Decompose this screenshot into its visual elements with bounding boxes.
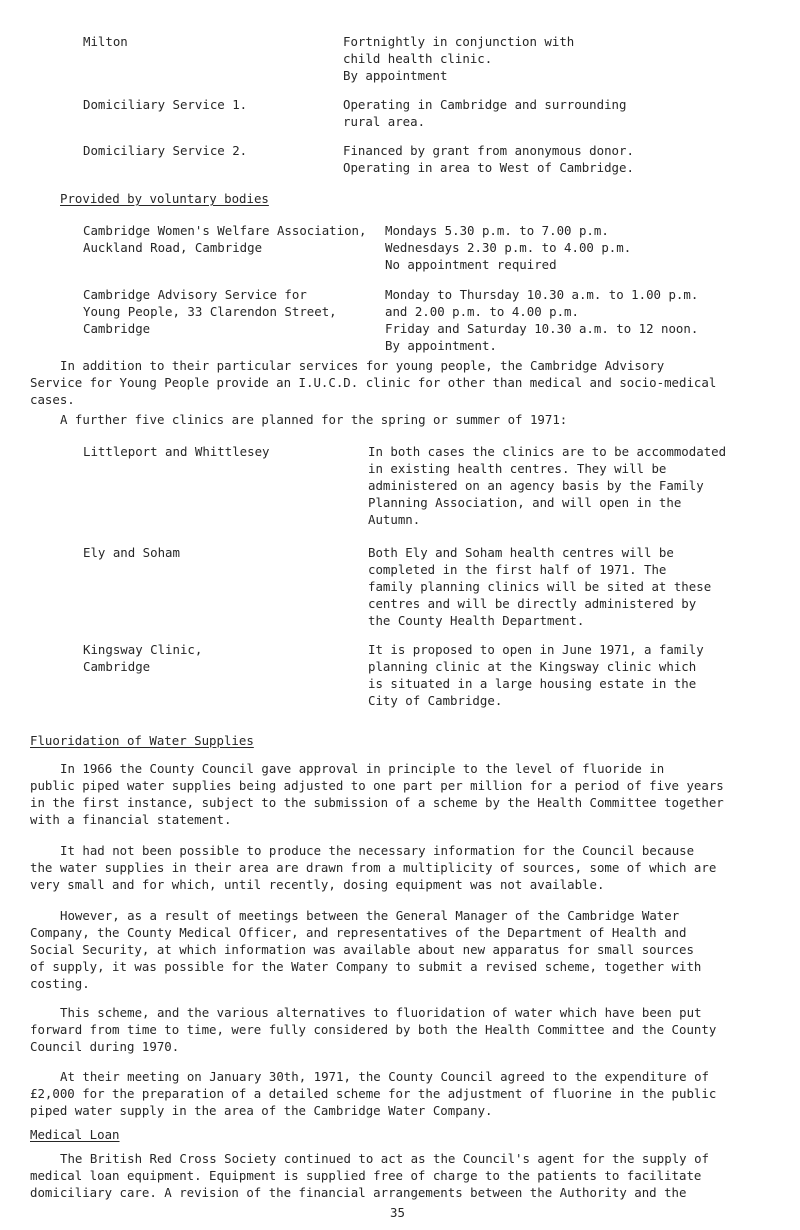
medical-loan-heading: Medical Loan — [30, 1127, 120, 1142]
fluoridation-paragraph-3: However, as a result of meetings between the General Manager of the Cambridge Water Company, the County Medical Officer, and representatives of the Department of Health and Social Security, at which information was available about new apparatus for small sources of supply, it was possible for the Water Company to submit a revised scheme, together with costing. — [30, 908, 702, 991]
fluoridation-paragraph-5: At their meeting on January 30th, 1971, the County Council agreed to the expenditure of £2,000 for the preparation of a detailed scheme for the adjustment of fluorine in the public piped water supply in the area of the Cambridge Water Company. — [30, 1069, 717, 1118]
planned-detail-ely-soham: Both Ely and Soham health centres will be completed in the first half of 1971. The family planning clinics will be sited at these centres and will be directly administered by the County Health Department. — [368, 545, 712, 628]
voluntary-bodies-heading: Provided by voluntary bodies — [60, 191, 269, 206]
voluntary-name-womens-welfare: Cambridge Women's Welfare Association, Auckland Road, Cambridge — [83, 223, 367, 255]
planned-name-kingsway: Kingsway Clinic, Cambridge — [83, 642, 203, 674]
planned-detail-littleport: In both cases the clinics are to be accommodated in existing health centres. They will be administered on an agency basis by the Family Planning Association, and will open in the Autumn. — [368, 444, 727, 527]
fluoridation-heading: Fluoridation of Water Supplies — [30, 733, 254, 748]
voluntary-name-advisory-service: Cambridge Advisory Service for Young People, 33 Clarendon Street, Cambridge — [83, 287, 337, 336]
planned-name-littleport: Littleport and Whittlesey — [83, 444, 270, 459]
service-name-milton: Milton — [83, 34, 128, 49]
fluoridation-paragraph-2: It had not been possible to produce the necessary information for the Council because the water supplies in their area are drawn from a multiplicity of sources, some of which are very small and for which, until recently, dosing equipment was not available. — [30, 843, 717, 892]
planned-detail-kingsway: It is proposed to open in June 1971, a family planning clinic at the Kingsway clinic which is situated in a large housing estate in the City of Cambridge. — [368, 642, 704, 708]
planned-name-ely-soham: Ely and Soham — [83, 545, 180, 560]
page-number: 35 — [390, 1205, 405, 1220]
service-name-domiciliary-1: Domiciliary Service 1. — [83, 97, 248, 112]
service-name-domiciliary-2: Domiciliary Service 2. — [83, 143, 248, 158]
voluntary-detail-womens-welfare: Mondays 5.30 p.m. to 7.00 p.m. Wednesdays 2.30 p.m. to 4.00 p.m. No appointment required — [385, 223, 632, 272]
service-detail-domiciliary-2: Financed by grant from anonymous donor. Operating in area to West of Cambridge. — [343, 143, 634, 175]
fluoridation-paragraph-4: This scheme, and the various alternatives to fluoridation of water which have been put forward from time to time, were fully considered by both the Health Committee and the County Council during 1970. — [30, 1005, 717, 1054]
planned-intro: A further five clinics are planned for the spring or summer of 1971: — [60, 412, 568, 427]
voluntary-detail-advisory-service: Monday to Thursday 10.30 a.m. to 1.00 p.m. and 2.00 p.m. to 4.00 p.m. Friday and Saturday 10.30 a.m. to 12 noon. By appointment. — [385, 287, 699, 353]
service-detail-domiciliary-1: Operating in Cambridge and surrounding rural area. — [343, 97, 627, 129]
addition-paragraph: In addition to their particular services for young people, the Cambridge Advisory Service for Young People provide an I.U.C.D. clinic for other than medical and socio-medical cases. — [30, 358, 717, 407]
medical-loan-paragraph-1: The British Red Cross Society continued to act as the Council's agent for the supply of medical loan equipment. Equipment is supplied free of charge to the patients to facilitate domiciliary care. A revision of the financial arrangements between the Authority and the — [30, 1151, 710, 1200]
fluoridation-paragraph-1: In 1966 the County Council gave approval in principle to the level of fluoride in public piped water supplies being adjusted to one part per million for a period of five years in the first instance, subject to the submission of a scheme by the Health Committee together with a financial statement. — [30, 761, 724, 827]
service-detail-milton: Fortnightly in conjunction with child health clinic. By appointment — [343, 34, 575, 83]
